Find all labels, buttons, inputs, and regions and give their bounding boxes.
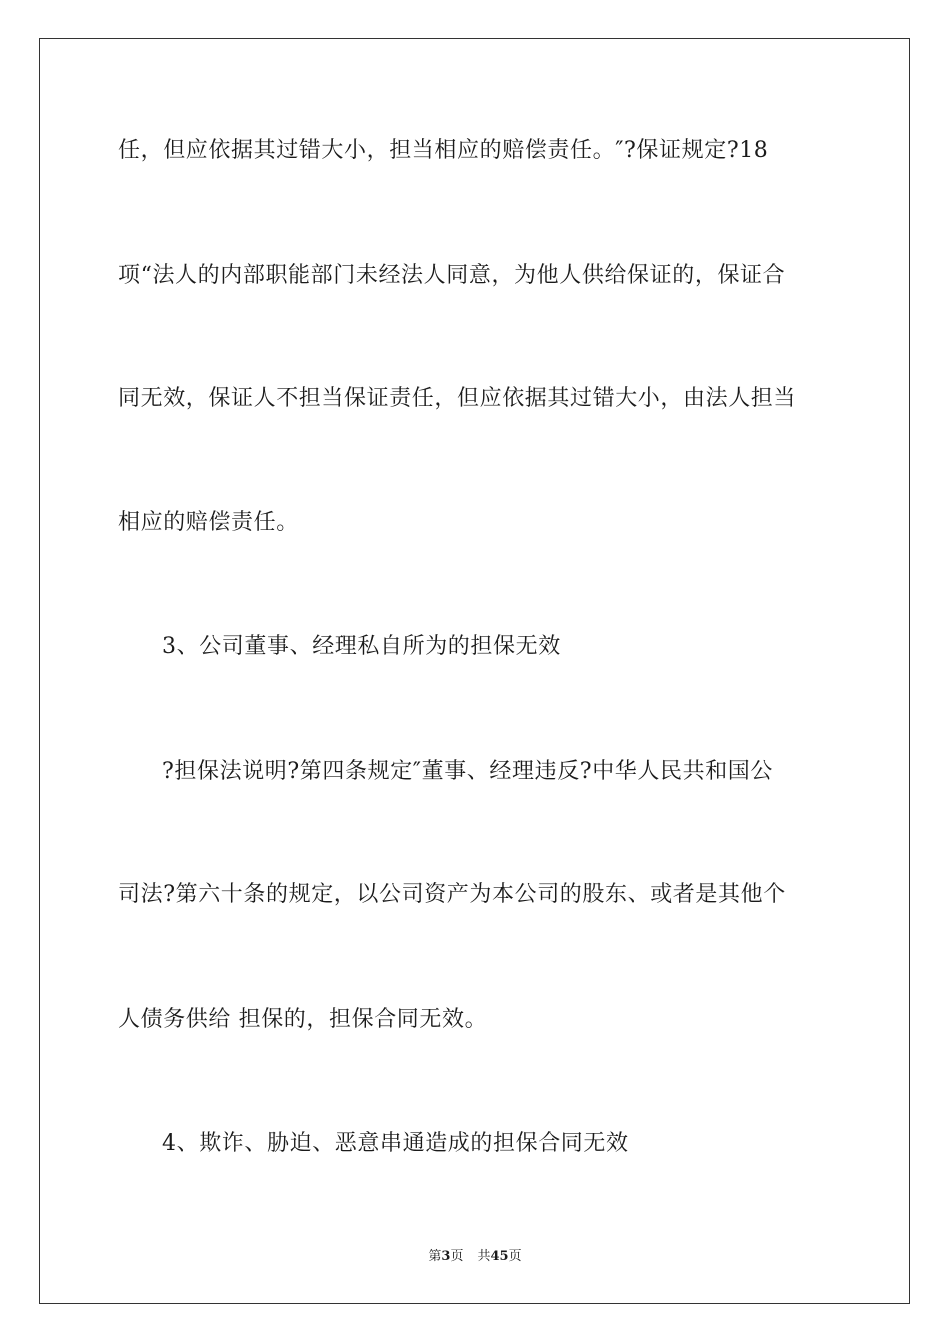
page-border: [39, 38, 910, 1304]
footer-page-suffix: 页: [450, 1249, 464, 1264]
body-line-1: 任，但应依据其过错大小，担当相应的赔偿责任。″?保证规定?18: [118, 138, 769, 163]
footer-total-pages: 45: [490, 1249, 509, 1264]
body-line-3: 同无效，保证人不担当保证责任，但应依据其过错大小，由法人担当: [118, 386, 797, 411]
body-line-4: 相应的赔偿责任。: [118, 510, 299, 535]
body-line-2: 项“法人的内部职能部门未经法人同意，为他人供给保证的，保证合: [118, 263, 786, 288]
body-line-6: ?担保法说明?第四条规定″董事、经理违反?中华人民共和国公: [162, 759, 774, 784]
footer-total-prefix: 共: [477, 1249, 491, 1264]
body-line-7: 司法?第六十条的规定，以公司资产为本公司的股东、或者是其他个: [118, 882, 786, 907]
page-footer: [0, 1248, 950, 1266]
section-heading-4: 4、欺诈、胁迫、恶意串通造成的担保合同无效: [162, 1131, 629, 1156]
body-line-8: 人债务供给 担保的，担保合同无效。: [118, 1007, 488, 1032]
footer-page-number: 3: [441, 1249, 451, 1264]
footer-page-prefix: 第: [428, 1249, 442, 1264]
footer-total-suffix: 页: [508, 1249, 522, 1264]
section-heading-3: 3、公司董事、经理私自所为的担保无效: [162, 634, 561, 659]
